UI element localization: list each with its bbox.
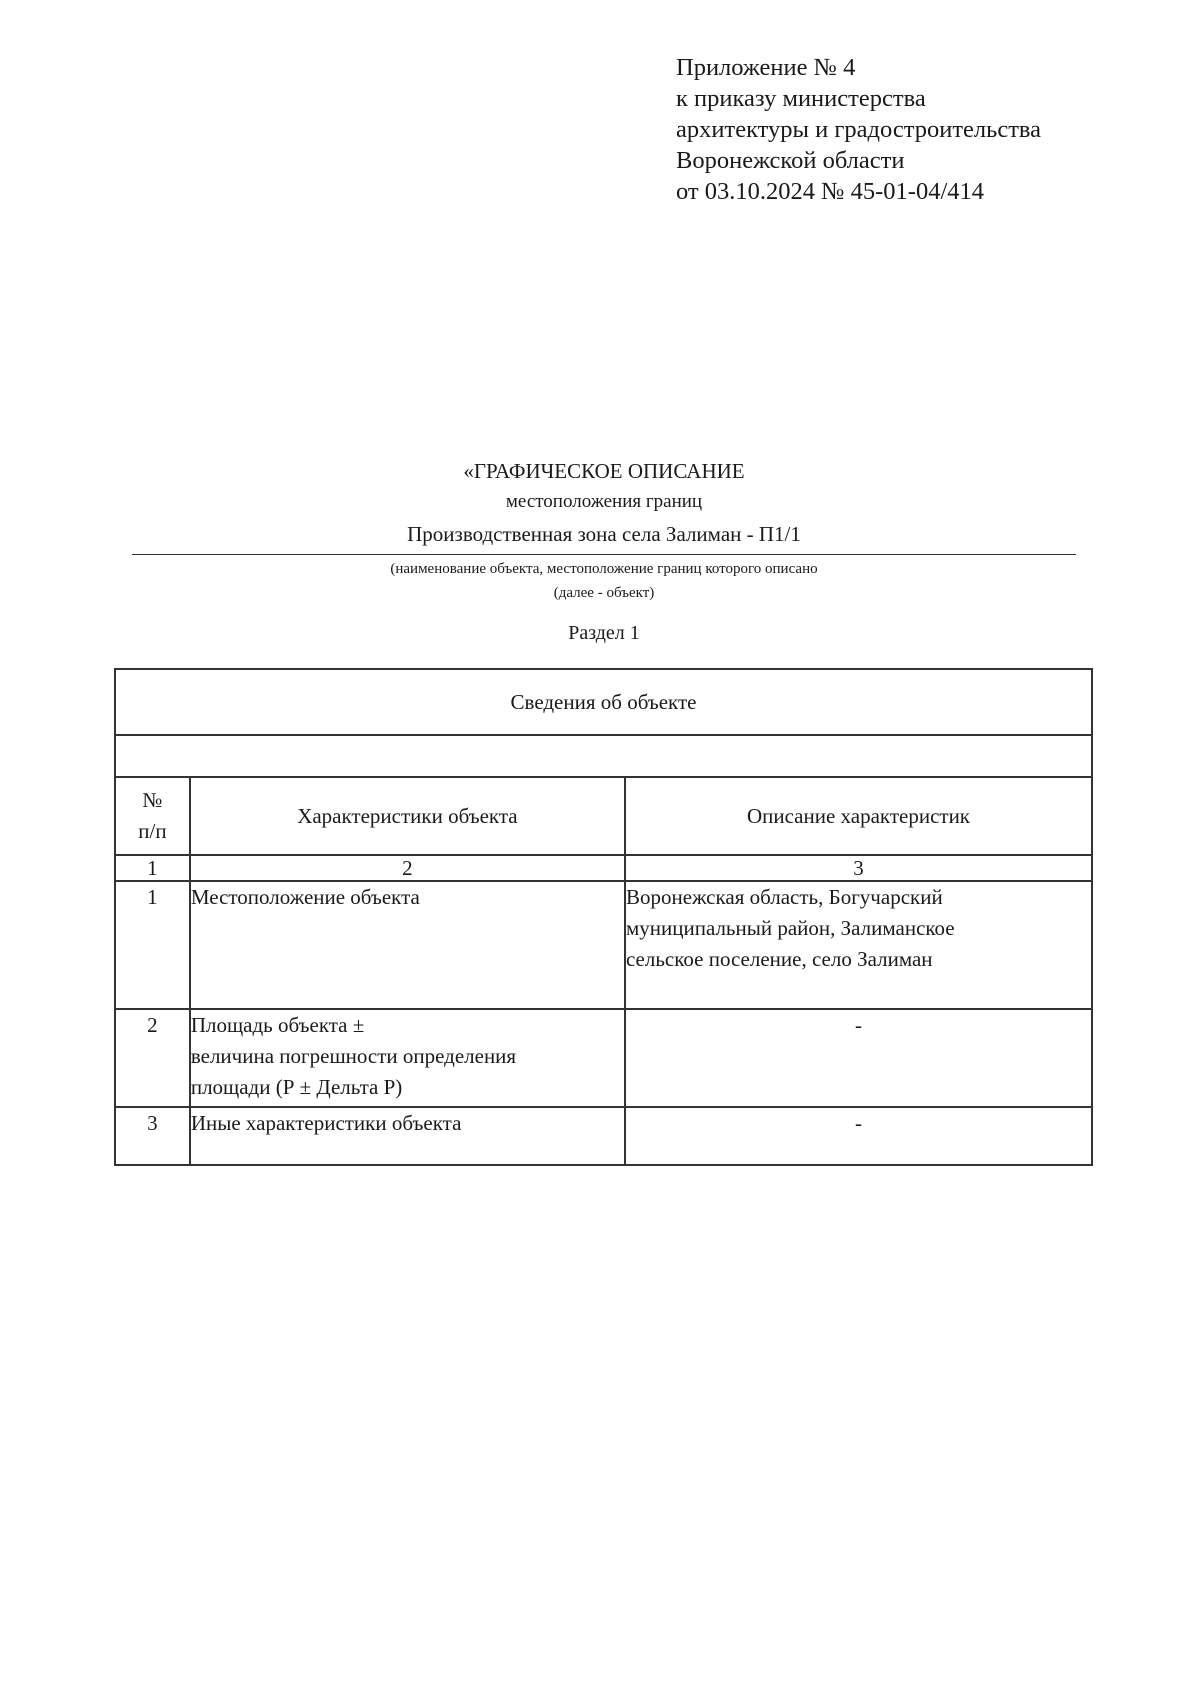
row-characteristic-line: Местоположение объекта <box>190 885 420 909</box>
row-characteristic <box>190 1107 625 1165</box>
object-name-caption-line2: (далее - объект) <box>553 585 655 601</box>
row-characteristic-line: Площадь объекта ± <box>190 1013 365 1037</box>
header-num-line1: № <box>142 788 163 812</box>
row-description <box>625 1009 1092 1107</box>
document-title-block <box>132 458 1076 647</box>
row-number: 2 <box>115 1009 190 1107</box>
object-name-underline <box>132 554 1076 555</box>
header-description: Описание характеристик <box>625 777 1092 855</box>
appendix-line: к приказу министерства <box>676 85 926 112</box>
table-row <box>115 1009 1092 1107</box>
row-characteristic-line: величина погрешности определения <box>190 1044 517 1068</box>
table-title: Сведения об объекте <box>115 669 1092 735</box>
row-number: 3 <box>115 1107 190 1165</box>
document-subtitle: местоположения границ <box>505 491 703 512</box>
object-name: Производственная зона села Залиман - П1/1 <box>407 522 801 546</box>
row-number: 1 <box>115 881 190 1009</box>
document-title: «ГРАФИЧЕСКОЕ ОПИСАНИЕ <box>463 459 745 483</box>
row-characteristic-line: Иные характеристики объекта <box>190 1111 462 1135</box>
column-number: 3 <box>625 855 1092 881</box>
appendix-line: Приложение № 4 <box>676 54 856 81</box>
header-num-line2: п/п <box>138 819 167 843</box>
row-description <box>625 881 1092 1009</box>
row-description <box>625 1107 1092 1165</box>
row-description-line: Воронежская область, Богучарский <box>625 885 943 909</box>
appendix-line: архитектуры и градостроительства <box>676 116 1042 143</box>
table-title-row <box>115 669 1092 735</box>
appendix-line: от 03.10.2024 № 45-01-04/414 <box>676 178 985 205</box>
section-heading: Раздел 1 <box>568 622 640 644</box>
column-number-row <box>115 855 1092 881</box>
appendix-line: Воронежской области <box>676 147 905 174</box>
table-row <box>115 881 1092 1009</box>
row-characteristic <box>190 881 625 1009</box>
column-number: 1 <box>115 855 190 881</box>
object-info-table <box>114 668 1093 1166</box>
object-name-caption-line1: (наименование объекта, местоположение границ которого описано <box>390 561 818 577</box>
row-description-line: сельское поселение, село Залиман <box>625 947 933 971</box>
table-empty-row <box>115 735 1092 777</box>
header-num <box>115 777 190 855</box>
row-characteristic-line: площади (Р ± Дельта Р) <box>190 1075 403 1099</box>
row-description-line: муниципальный район, Залиманское <box>625 916 955 940</box>
header-characteristics: Характеристики объекта <box>190 777 625 855</box>
table-header-row <box>115 777 1092 855</box>
row-characteristic <box>190 1009 625 1107</box>
row-description-line: - <box>854 1111 862 1135</box>
table-empty-cell <box>115 735 1092 777</box>
row-description-line: - <box>854 1013 862 1037</box>
table-row <box>115 1107 1092 1165</box>
column-number: 2 <box>190 855 625 881</box>
appendix-block <box>676 52 1041 207</box>
